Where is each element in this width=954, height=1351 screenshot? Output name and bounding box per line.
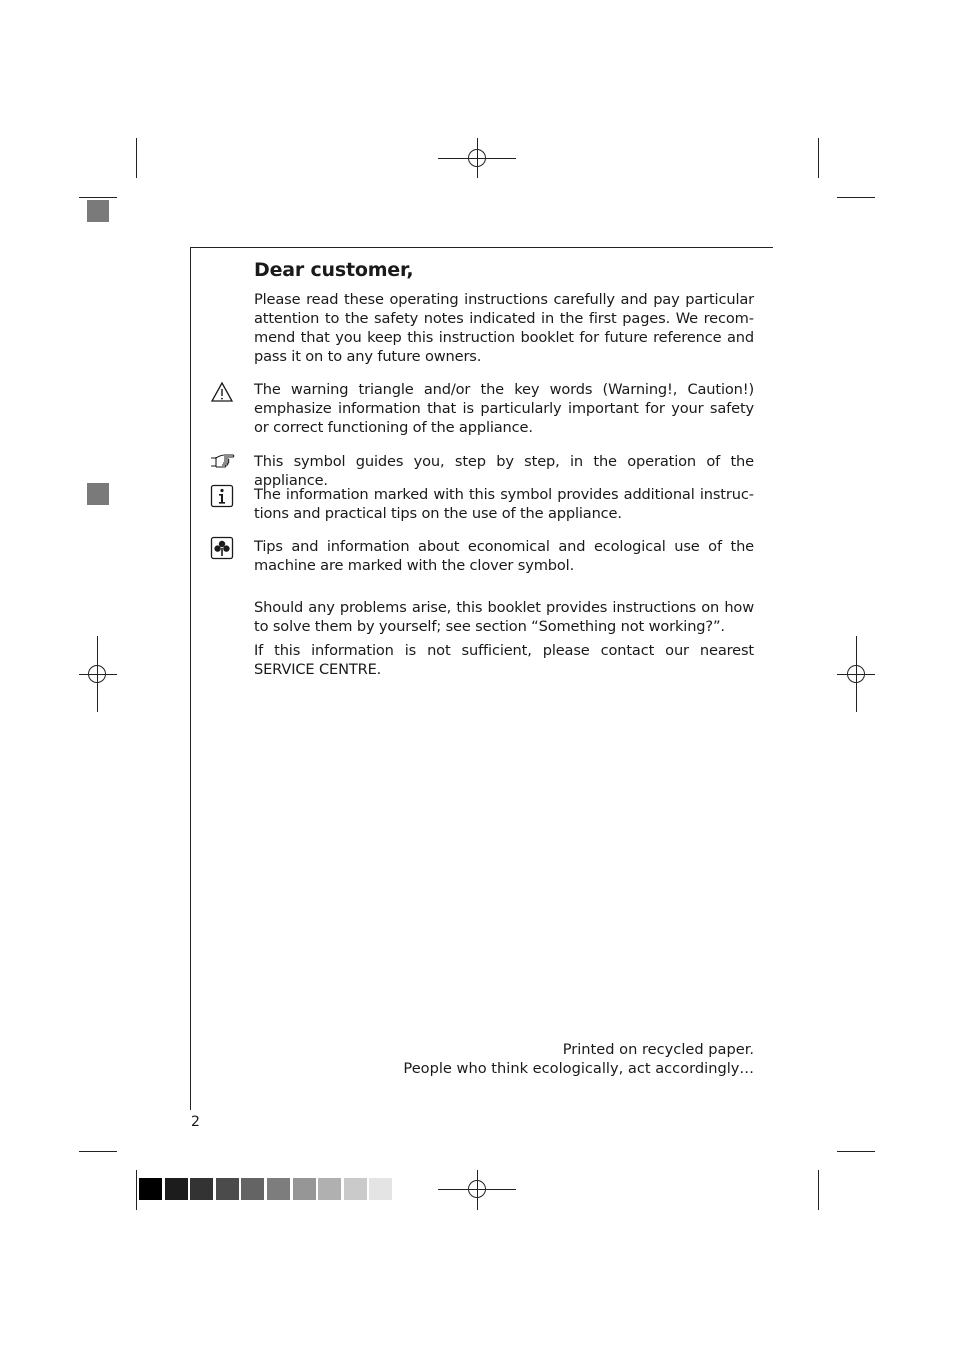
clover-icon bbox=[209, 536, 235, 560]
info-description: The information marked with this symbol provides additional instructions and practical tips on the use of the appliance. bbox=[254, 486, 754, 522]
clover-description: Tips and information about economical and ecological use of the machine are marked with the clover symbol. bbox=[254, 538, 754, 574]
warning-description: The warning triangle and/or the key words (Warning!, Caution!) emphasize information that is particularly important for your safety or correct functioning of the appliance. bbox=[254, 381, 754, 436]
colour-swatch bbox=[190, 1178, 213, 1200]
service-paragraph: If this information is not sufficient, please contact our nearest SERVICE CENTRE. bbox=[254, 642, 754, 678]
colour-swatch bbox=[165, 1178, 188, 1200]
page-title: Dear customer, bbox=[254, 259, 414, 281]
colour-swatch bbox=[241, 1178, 264, 1200]
page-number: 2 bbox=[191, 1114, 200, 1130]
colour-swatch bbox=[344, 1178, 367, 1200]
colour-swatch bbox=[267, 1178, 290, 1200]
info-icon bbox=[209, 484, 235, 508]
recycled-paper-note bbox=[380, 1040, 754, 1078]
grey-marker-top bbox=[87, 200, 109, 222]
colour-swatch bbox=[293, 1178, 316, 1200]
intro-paragraph: Please read these operating instructions carefully and pay particular attention to the safety notes indicated in the first pages. We recommend that you keep this instruction booklet for future reference and pass it on to any future owners. bbox=[254, 291, 754, 365]
footer-line-1: Printed on recycled paper. bbox=[562, 1041, 754, 1058]
colour-swatch bbox=[318, 1178, 341, 1200]
problems-paragraph: Should any problems arise, this booklet provides instructions on how to solve them by yourself; see section “Something not working?”. bbox=[254, 599, 754, 635]
pointing-hand-icon bbox=[209, 450, 235, 474]
colour-swatch bbox=[139, 1178, 162, 1200]
colour-swatch bbox=[216, 1178, 239, 1200]
grey-marker-middle bbox=[87, 483, 109, 505]
step-guide-description: This symbol guides you, step by step, in the operation of the appliance. bbox=[254, 453, 754, 489]
footer-line-2: People who think ecologically, act accordingly… bbox=[403, 1060, 754, 1077]
content-top-rule bbox=[190, 247, 773, 248]
colour-swatch bbox=[369, 1178, 392, 1200]
warning-triangle-icon bbox=[209, 380, 235, 404]
content-left-rule bbox=[190, 247, 191, 1110]
